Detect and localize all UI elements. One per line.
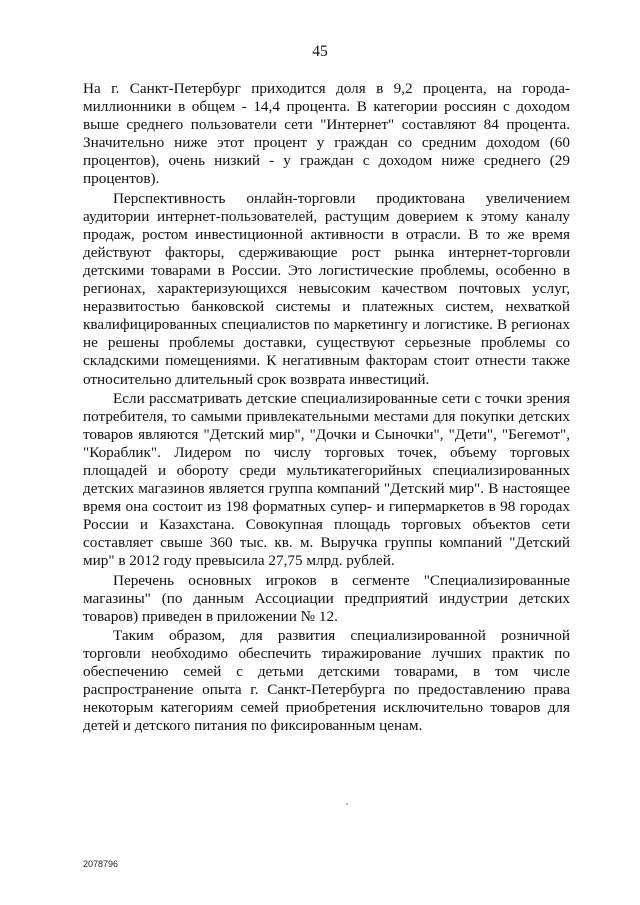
document-body [83,80,570,736]
scan-speck [346,803,348,805]
paragraph-2: Перспективность онлайн-торговли продиктована увеличением аудитории интернет-пользователей, растущим доверием к этому каналу продаж, ростом инвестиционной активности в отрасли. В то же время действуют факторы, сдерживающие рост рынка интернет-торговли детскими товарами в России. Это логистические проблемы, особенно в регионах, характеризующихся невысоким качеством почтовых услуг, неразвитостью банковской системы и платежных систем, нехваткой квалифицированных специалистов по маркетингу и логистике. В регионах не решены проблемы доставки, существуют серьезные проблемы со складскими помещениями. К негативным факторам стоит отнести также относительно длительный срок возврата инвестиций. [83,189,570,388]
paragraph-1: На г. Санкт-Петербург приходится доля в 9,2 процента, на города-миллионники в общем - 14,4 процента. В категории россиян с доходом выше среднего пользователи сети "Интернет" составляют 84 процента. Значительно ниже этот процент у граждан со средним доходом (60 процентов), очень низкий - у граждан с доходом ниже среднего (29 процентов). [83,80,570,188]
paragraph-3: Если рассматривать детские специализированные сети с точки зрения потребителя, то самыми привлекательными местами для покупки детских товаров являются "Детский мир", "Дочки и Сыночки", "Дети", "Бегемот", "Кораблик". Лидером по числу торговых точек, объему торговых площадей и обороту среди мультикатегорийных специализированных детских магазинов является группа компаний "Детский мир". В настоящее время она состоит из 198 форматных супер- и гипермаркетов в 98 городах России и Казахстана. Совокупная площадь торговых объектов сети составляет свыше 360 тыс. кв. м. Выручка группы компаний "Детский мир" в 2012 году превысила 27,75 млрд. рублей. [83,389,570,570]
paragraph-4: Перечень основных игроков в сегменте "Специализированные магазины" (по данным Ассоциации предприятий индустрии детских товаров) приведен в приложении № 12. [83,571,570,625]
paragraph-5: Таким образом, для развития специализированной розничной торговли необходимо обеспечить тиражирование лучших практик по обеспечению семей с детьми детскими товарами, в том числе распространение опыта г. Санкт-Петербурга по предоставлению права некоторым категориям семей приобретения исключительно товаров для детей и детского питания по фиксированным ценам. [83,626,570,735]
document-code: 2078796 [83,859,119,869]
page-number: 45 [312,43,328,60]
